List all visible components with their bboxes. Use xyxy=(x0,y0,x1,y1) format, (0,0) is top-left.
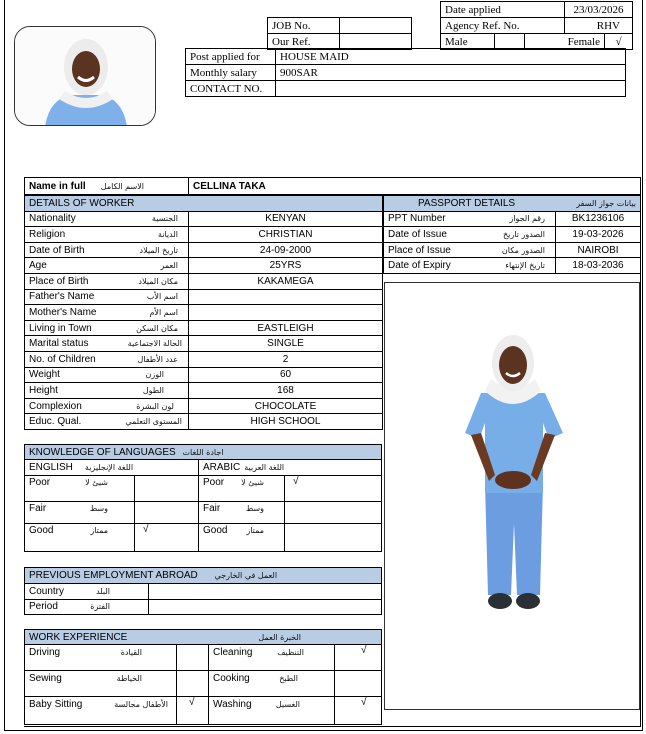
detail-label-ar: عدد الأطفال xyxy=(137,354,178,364)
passport-label-ar: الصدور تاريخ xyxy=(503,229,545,239)
worker-photo-small xyxy=(14,26,156,126)
country-value[interactable] xyxy=(149,584,382,600)
worker-photo-full xyxy=(384,282,640,710)
level-label-ar: ممتاز xyxy=(90,525,108,535)
prev-label: Period xyxy=(29,601,58,613)
detail-row xyxy=(25,351,383,367)
right-border xyxy=(640,177,641,727)
languages-table xyxy=(24,444,382,552)
passport-label-ar: تاريخ الإنتهاء xyxy=(505,261,545,271)
cooking-check[interactable] xyxy=(335,671,382,697)
detail-row xyxy=(25,367,383,383)
arabic-fair-check[interactable] xyxy=(285,501,382,523)
our-ref-label: Our Ref. xyxy=(268,34,340,50)
passport-title-ar: بيانات جواز السفر xyxy=(576,198,636,208)
passport-label-ar: رقم الجواز xyxy=(509,214,545,224)
detail-row xyxy=(25,398,383,414)
detail-label: Age xyxy=(29,260,47,272)
detail-label: Complexion xyxy=(29,400,82,412)
passport-label: PPT Number xyxy=(388,213,446,225)
passport-label: Date of Issue xyxy=(388,228,447,240)
detail-value[interactable]: 24-09-2000 xyxy=(189,242,383,258)
passport-value[interactable]: 19-03-2026 xyxy=(556,227,641,243)
worker-details-table xyxy=(24,195,383,430)
detail-label: Educ. Qual. xyxy=(29,416,82,428)
name-table xyxy=(24,177,641,195)
previous-employment-row xyxy=(25,599,382,615)
detail-label-ar: المستوى التعلمي xyxy=(125,417,182,427)
name-label: Name in full xyxy=(29,180,86,192)
detail-label: Marital status xyxy=(29,338,89,350)
level-label: Fair xyxy=(203,502,221,514)
full-body-photo-icon xyxy=(385,283,640,710)
detail-row xyxy=(25,305,383,321)
female-label: Female xyxy=(525,34,605,50)
skill-label-ar: الطبخ xyxy=(279,674,298,683)
previous-employment-title-ar: العمل في الخارجي xyxy=(214,571,278,580)
languages-title-ar: اجادة اللغات xyxy=(182,447,224,457)
work-row xyxy=(25,697,382,725)
passport-row xyxy=(384,227,641,243)
detail-row xyxy=(25,336,383,352)
passport-details-table xyxy=(383,195,641,274)
english-label: ENGLISH xyxy=(29,461,73,473)
passport-row xyxy=(384,211,641,227)
work-experience-table xyxy=(24,629,382,725)
post-applied-label: Post applied for xyxy=(186,49,276,65)
detail-label-ar: اسم الأب xyxy=(146,292,178,302)
detail-label: Mother's Name xyxy=(29,306,97,318)
passport-label-ar: الصدور مكان xyxy=(501,245,545,255)
arabic-good-check[interactable] xyxy=(285,523,382,551)
detail-label-ar: الطول xyxy=(142,385,164,395)
detail-value[interactable]: CHRISTIAN xyxy=(189,227,383,243)
arabic-poor-check[interactable]: √ xyxy=(285,475,382,501)
skill-label: Cleaning xyxy=(213,647,253,658)
application-info-table xyxy=(440,1,633,50)
skill-label: Sewing xyxy=(29,673,62,684)
work-experience-title-ar: الخبرة العمل xyxy=(258,632,301,642)
detail-value[interactable] xyxy=(189,289,383,305)
english-good-check[interactable]: √ xyxy=(135,523,199,551)
skill-label: Washing xyxy=(213,699,252,710)
detail-label: Nationality xyxy=(29,213,76,225)
detail-value[interactable]: 168 xyxy=(189,383,383,399)
detail-label-ar: لون البشرة xyxy=(136,401,174,411)
passport-title: PASSPORT DETAILS xyxy=(418,197,516,209)
level-label: Good xyxy=(203,524,228,536)
detail-label: Place of Birth xyxy=(29,275,89,287)
detail-row xyxy=(25,320,383,336)
detail-row xyxy=(25,414,383,430)
detail-label-ar: الحالة الاجتماعية xyxy=(127,339,182,349)
skill-label-ar: الخياطة xyxy=(116,674,142,683)
contact-label: CONTACT NO. xyxy=(186,81,276,97)
detail-row xyxy=(25,211,383,227)
detail-value[interactable]: KAKAMEGA xyxy=(189,273,383,289)
agency-ref-label: Agency Ref. No. xyxy=(441,18,565,34)
detail-label: Father's Name xyxy=(29,291,95,303)
detail-label-ar: الوزن xyxy=(145,370,164,380)
previous-employment-title: PREVIOUS EMPLOYMENT ABROAD xyxy=(29,570,198,581)
agency-ref-value[interactable]: RHV xyxy=(565,18,633,34)
language-level-row xyxy=(25,475,382,501)
date-applied-label: Date applied xyxy=(441,2,565,18)
detail-label-ar: الجنسية xyxy=(151,214,178,224)
detail-value[interactable]: 25YRS xyxy=(189,258,383,274)
level-label: Fair xyxy=(29,502,47,514)
detail-label: Date of Birth xyxy=(29,244,85,256)
detail-row xyxy=(25,242,383,258)
detail-value[interactable]: 2 xyxy=(189,351,383,367)
skill-label: Cooking xyxy=(213,673,250,684)
name-value[interactable]: CELLINA TAKA xyxy=(189,178,641,195)
level-label-ar: شيئ لا xyxy=(241,477,264,487)
previous-employment-row xyxy=(25,584,382,600)
arabic-label-ar: اللغة العربية xyxy=(244,462,285,472)
name-label-ar: الاسم الكامل xyxy=(100,181,144,191)
work-row xyxy=(25,645,382,671)
male-label: Male xyxy=(441,34,495,50)
detail-value[interactable]: CHOCOLATE xyxy=(189,398,383,414)
detail-value[interactable]: KENYAN xyxy=(189,211,383,227)
skill-label-ar: التنظيف xyxy=(277,648,304,657)
level-label: Good xyxy=(29,524,54,536)
job-ref-table xyxy=(267,17,412,50)
post-applied-value[interactable]: HOUSE MAID xyxy=(276,49,626,65)
skill-label-ar: الغسيل xyxy=(275,700,300,709)
arabic-label: ARABIC xyxy=(203,461,241,473)
baby-sitting-check[interactable]: √ xyxy=(177,697,209,725)
passport-label: Date of Expiry xyxy=(388,260,451,272)
prev-label: Country xyxy=(29,585,65,597)
portrait-image-icon xyxy=(15,27,156,126)
detail-value[interactable]: 60 xyxy=(189,367,383,383)
level-label: Poor xyxy=(203,476,225,488)
prev-label-ar: البلد xyxy=(96,586,110,596)
skill-label-ar: القيادة xyxy=(120,648,142,657)
passport-value[interactable]: NAIROBI xyxy=(556,242,641,258)
skill-label: Driving xyxy=(29,647,61,658)
passport-row xyxy=(384,258,641,274)
english-poor-check[interactable] xyxy=(135,475,199,501)
passport-value[interactable]: BK1236106 xyxy=(556,211,641,227)
work-experience-title: WORK EXPERIENCE xyxy=(29,631,128,643)
passport-label: Place of Issue xyxy=(388,244,451,256)
detail-label-ar: العمر xyxy=(160,261,178,271)
driving-check[interactable] xyxy=(177,645,209,671)
passport-row xyxy=(384,242,641,258)
language-level-row xyxy=(25,501,382,523)
detail-row xyxy=(25,227,383,243)
prev-label-ar: الفترة xyxy=(90,602,110,612)
job-no-value[interactable] xyxy=(340,18,412,34)
monthly-salary-label: Monthly salary xyxy=(186,65,276,81)
details-title: DETAILS OF WORKER xyxy=(25,196,383,212)
detail-label: Religion xyxy=(29,228,66,240)
detail-row xyxy=(25,383,383,399)
passport-value[interactable]: 18-03-2036 xyxy=(556,258,641,274)
detail-value[interactable]: EASTLEIGH xyxy=(189,320,383,336)
level-label-ar: وسط xyxy=(89,503,108,513)
cleaning-check[interactable]: √ xyxy=(335,645,382,671)
language-level-row xyxy=(25,523,382,551)
detail-label-ar: مكان الميلاد xyxy=(138,276,178,286)
level-label-ar: ممتاز xyxy=(246,525,264,535)
english-label-ar: اللغة الإنجليزية xyxy=(84,462,134,472)
job-no-label: JOB No. xyxy=(268,18,340,34)
detail-label: Living in Town xyxy=(29,322,92,334)
detail-label: Height xyxy=(29,384,58,396)
detail-label: Weight xyxy=(29,369,60,381)
detail-row xyxy=(25,289,383,305)
female-checkbox[interactable]: √ xyxy=(605,34,633,50)
detail-row xyxy=(25,273,383,289)
monthly-salary-value[interactable]: 900SAR xyxy=(276,65,626,81)
sewing-check[interactable] xyxy=(177,671,209,697)
work-row xyxy=(25,671,382,697)
languages-title: KNOWLEDGE OF LANGUAGES xyxy=(29,446,176,458)
level-label-ar: شيئ لا xyxy=(85,477,108,487)
date-applied-value[interactable]: 23/03/2026 xyxy=(565,2,633,18)
detail-row xyxy=(25,258,383,274)
skill-label-ar: الأطفال مجالسة xyxy=(114,700,168,709)
english-fair-check[interactable] xyxy=(135,501,199,523)
skill-label: Baby Sitting xyxy=(29,699,83,710)
detail-label-ar: تاريخ الميلاد xyxy=(139,245,178,255)
level-label: Poor xyxy=(29,476,51,488)
detail-label-ar: مكان السكن xyxy=(136,323,178,333)
period-value[interactable] xyxy=(149,599,382,615)
detail-label-ar: اسم الأم xyxy=(149,307,178,317)
washing-check[interactable]: √ xyxy=(335,697,382,725)
post-details-table xyxy=(185,48,626,97)
previous-employment-table xyxy=(24,567,382,615)
contact-value[interactable] xyxy=(276,81,626,97)
detail-value[interactable]: HIGH SCHOOL xyxy=(189,414,383,430)
bottom-divider xyxy=(24,726,641,727)
level-label-ar: وسط xyxy=(245,503,264,513)
detail-label: No. of Children xyxy=(29,353,96,365)
detail-label-ar: الديانة xyxy=(157,229,178,239)
detail-value[interactable] xyxy=(189,305,383,321)
detail-value[interactable]: SINGLE xyxy=(189,336,383,352)
